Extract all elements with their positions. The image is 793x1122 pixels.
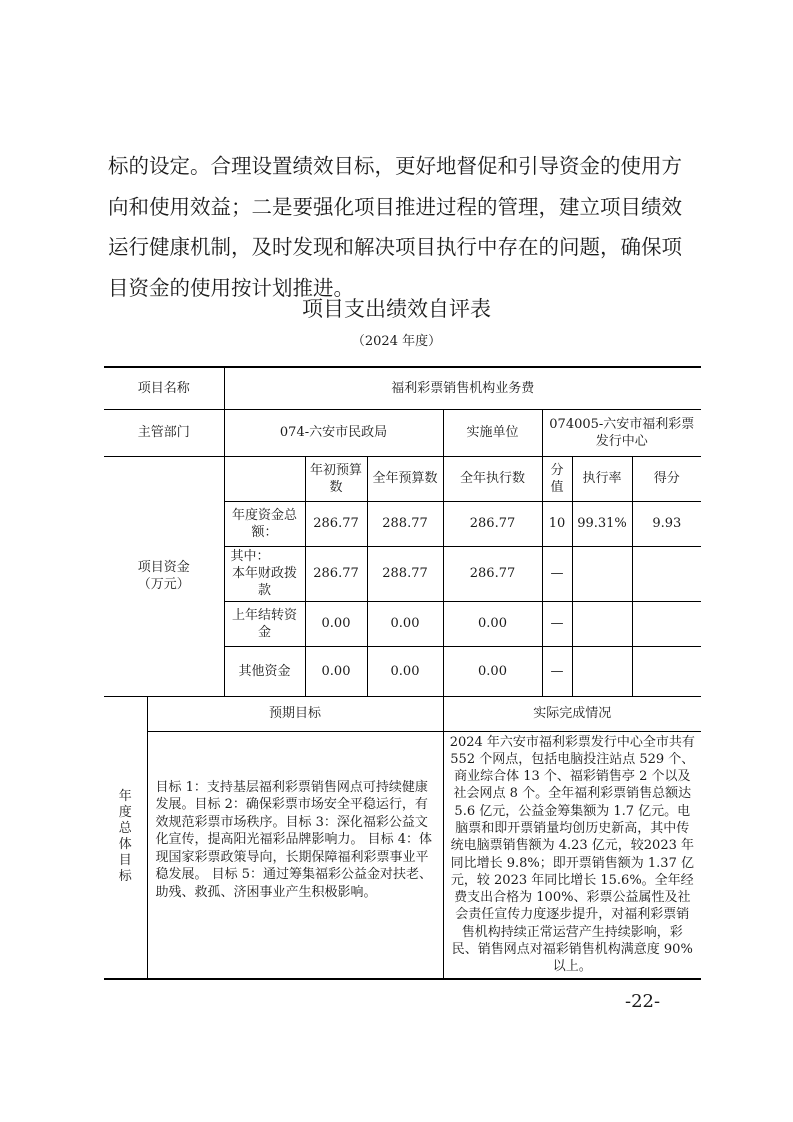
row-label: 上年结转资金 xyxy=(224,601,305,646)
project-name: 福利彩票销售机构业务费 xyxy=(224,367,701,409)
self-evaluation-table xyxy=(104,366,701,980)
impl-unit: 074005-六安市福利彩票发行中心 xyxy=(542,409,701,456)
col-header-exec: 全年执行数 xyxy=(443,456,542,501)
table-year: （2024 年度） xyxy=(351,334,442,349)
cell-score-val: — xyxy=(542,546,572,601)
expected-goal-header: 预期目标 xyxy=(147,696,443,731)
paragraph-line: 向和使用效益；二是要强化项目推进过程的管理，建立项目绩效 xyxy=(108,194,682,219)
expected-goal-text: 目标 1：支持基层福利彩票销售网点可持续健康发展。目标 2：确保彩票市场安全平稳运行，有效规范彩票市场秩序。目标 3：深化福彩公益文化宣传，提高阳光福彩品牌影响力。 目标 4：体现国家彩票政策导向，长期保障福利彩票事业平稳发展。 目标 5：通过筹集福彩公益金对扶老、助残、救孤、济困事业产生积极影响。 xyxy=(147,731,443,979)
goal-section-label: 年 度 总 体 目 标 xyxy=(104,696,147,979)
cell-score: 9.93 xyxy=(632,501,701,546)
col-header-rate: 执行率 xyxy=(572,456,632,501)
cell-exec: 0.00 xyxy=(443,646,542,696)
paragraph-line: 目资金的使用按计划推进。 xyxy=(108,275,354,300)
cell-exec: 0.00 xyxy=(443,601,542,646)
cell-rate xyxy=(572,546,632,601)
body-paragraph xyxy=(108,146,708,308)
cell-init: 0.00 xyxy=(305,601,367,646)
row-label: 其中： 本年财政拨款 xyxy=(224,546,305,601)
cell-score-val: — xyxy=(542,646,572,696)
cell-rate: 99.31% xyxy=(572,501,632,546)
cell-exec: 286.77 xyxy=(443,546,542,601)
cell-full: 288.77 xyxy=(367,546,443,601)
blank-header-cell xyxy=(224,456,305,501)
cell-rate xyxy=(572,601,632,646)
funds-label: 项目资金 （万元） xyxy=(104,456,224,696)
actual-result-text: 2024 年六安市福利彩票发行中心全市共有 552 个网点，包括电脑投注站点 529 个、商业综合体 13 个、福彩销售亭 2 个以及社会网点 8 个。全年福利彩票销售总额达 5.6 亿元，公益金筹集额为 1.7 亿元。电脑票和即开票销量均创历史新高，其中传统电脑票销售额为 4.23 亿元，较2023 年同比增长 9.8%；即开票销售额为 1.37 亿元，较 2023 年同比增长 15.6%。全年经费支出合格为 100%、彩票公益属性及社会责任宣传力度逐步提升，对福利彩票销售机构持续正常运营产生持续影响，彩民、销售网点对福彩销售机构满意度 90%以上。 xyxy=(443,731,701,979)
cell-init: 0.00 xyxy=(305,646,367,696)
cell-score-val: — xyxy=(542,601,572,646)
page-number: -22- xyxy=(625,991,661,1012)
cell-init: 286.77 xyxy=(305,546,367,601)
actual-result-header: 实际完成情况 xyxy=(443,696,701,731)
cell-score xyxy=(632,601,701,646)
project-name-label: 项目名称 xyxy=(104,367,224,409)
col-header-init: 年初预算数 xyxy=(305,456,367,501)
cell-full: 0.00 xyxy=(367,601,443,646)
table-title: 项目支出绩效自评表 xyxy=(302,297,491,321)
col-header-score: 得分 xyxy=(632,456,701,501)
cell-full: 288.77 xyxy=(367,501,443,546)
col-header-full: 全年预算数 xyxy=(367,456,443,501)
impl-label: 实施单位 xyxy=(443,409,542,456)
dept-value: 074-六安市民政局 xyxy=(224,409,443,456)
paragraph-line: 运行健康机制，及时发现和解决项目执行中存在的问题，确保项 xyxy=(108,235,682,259)
cell-score-val: 10 xyxy=(542,501,572,546)
cell-full: 0.00 xyxy=(367,646,443,696)
row-label: 年度资金总额： xyxy=(224,501,305,546)
dept-label: 主管部门 xyxy=(104,409,224,456)
cell-score xyxy=(632,546,701,601)
cell-exec: 286.77 xyxy=(443,501,542,546)
cell-init: 286.77 xyxy=(305,501,367,546)
paragraph-line: 标的设定。合理设置绩效目标，更好地督促和引导资金的使用方 xyxy=(108,154,682,178)
col-header-score-val: 分值 xyxy=(542,456,572,501)
cell-rate xyxy=(572,646,632,696)
cell-score xyxy=(632,646,701,696)
row-label: 其他资金 xyxy=(224,646,305,696)
